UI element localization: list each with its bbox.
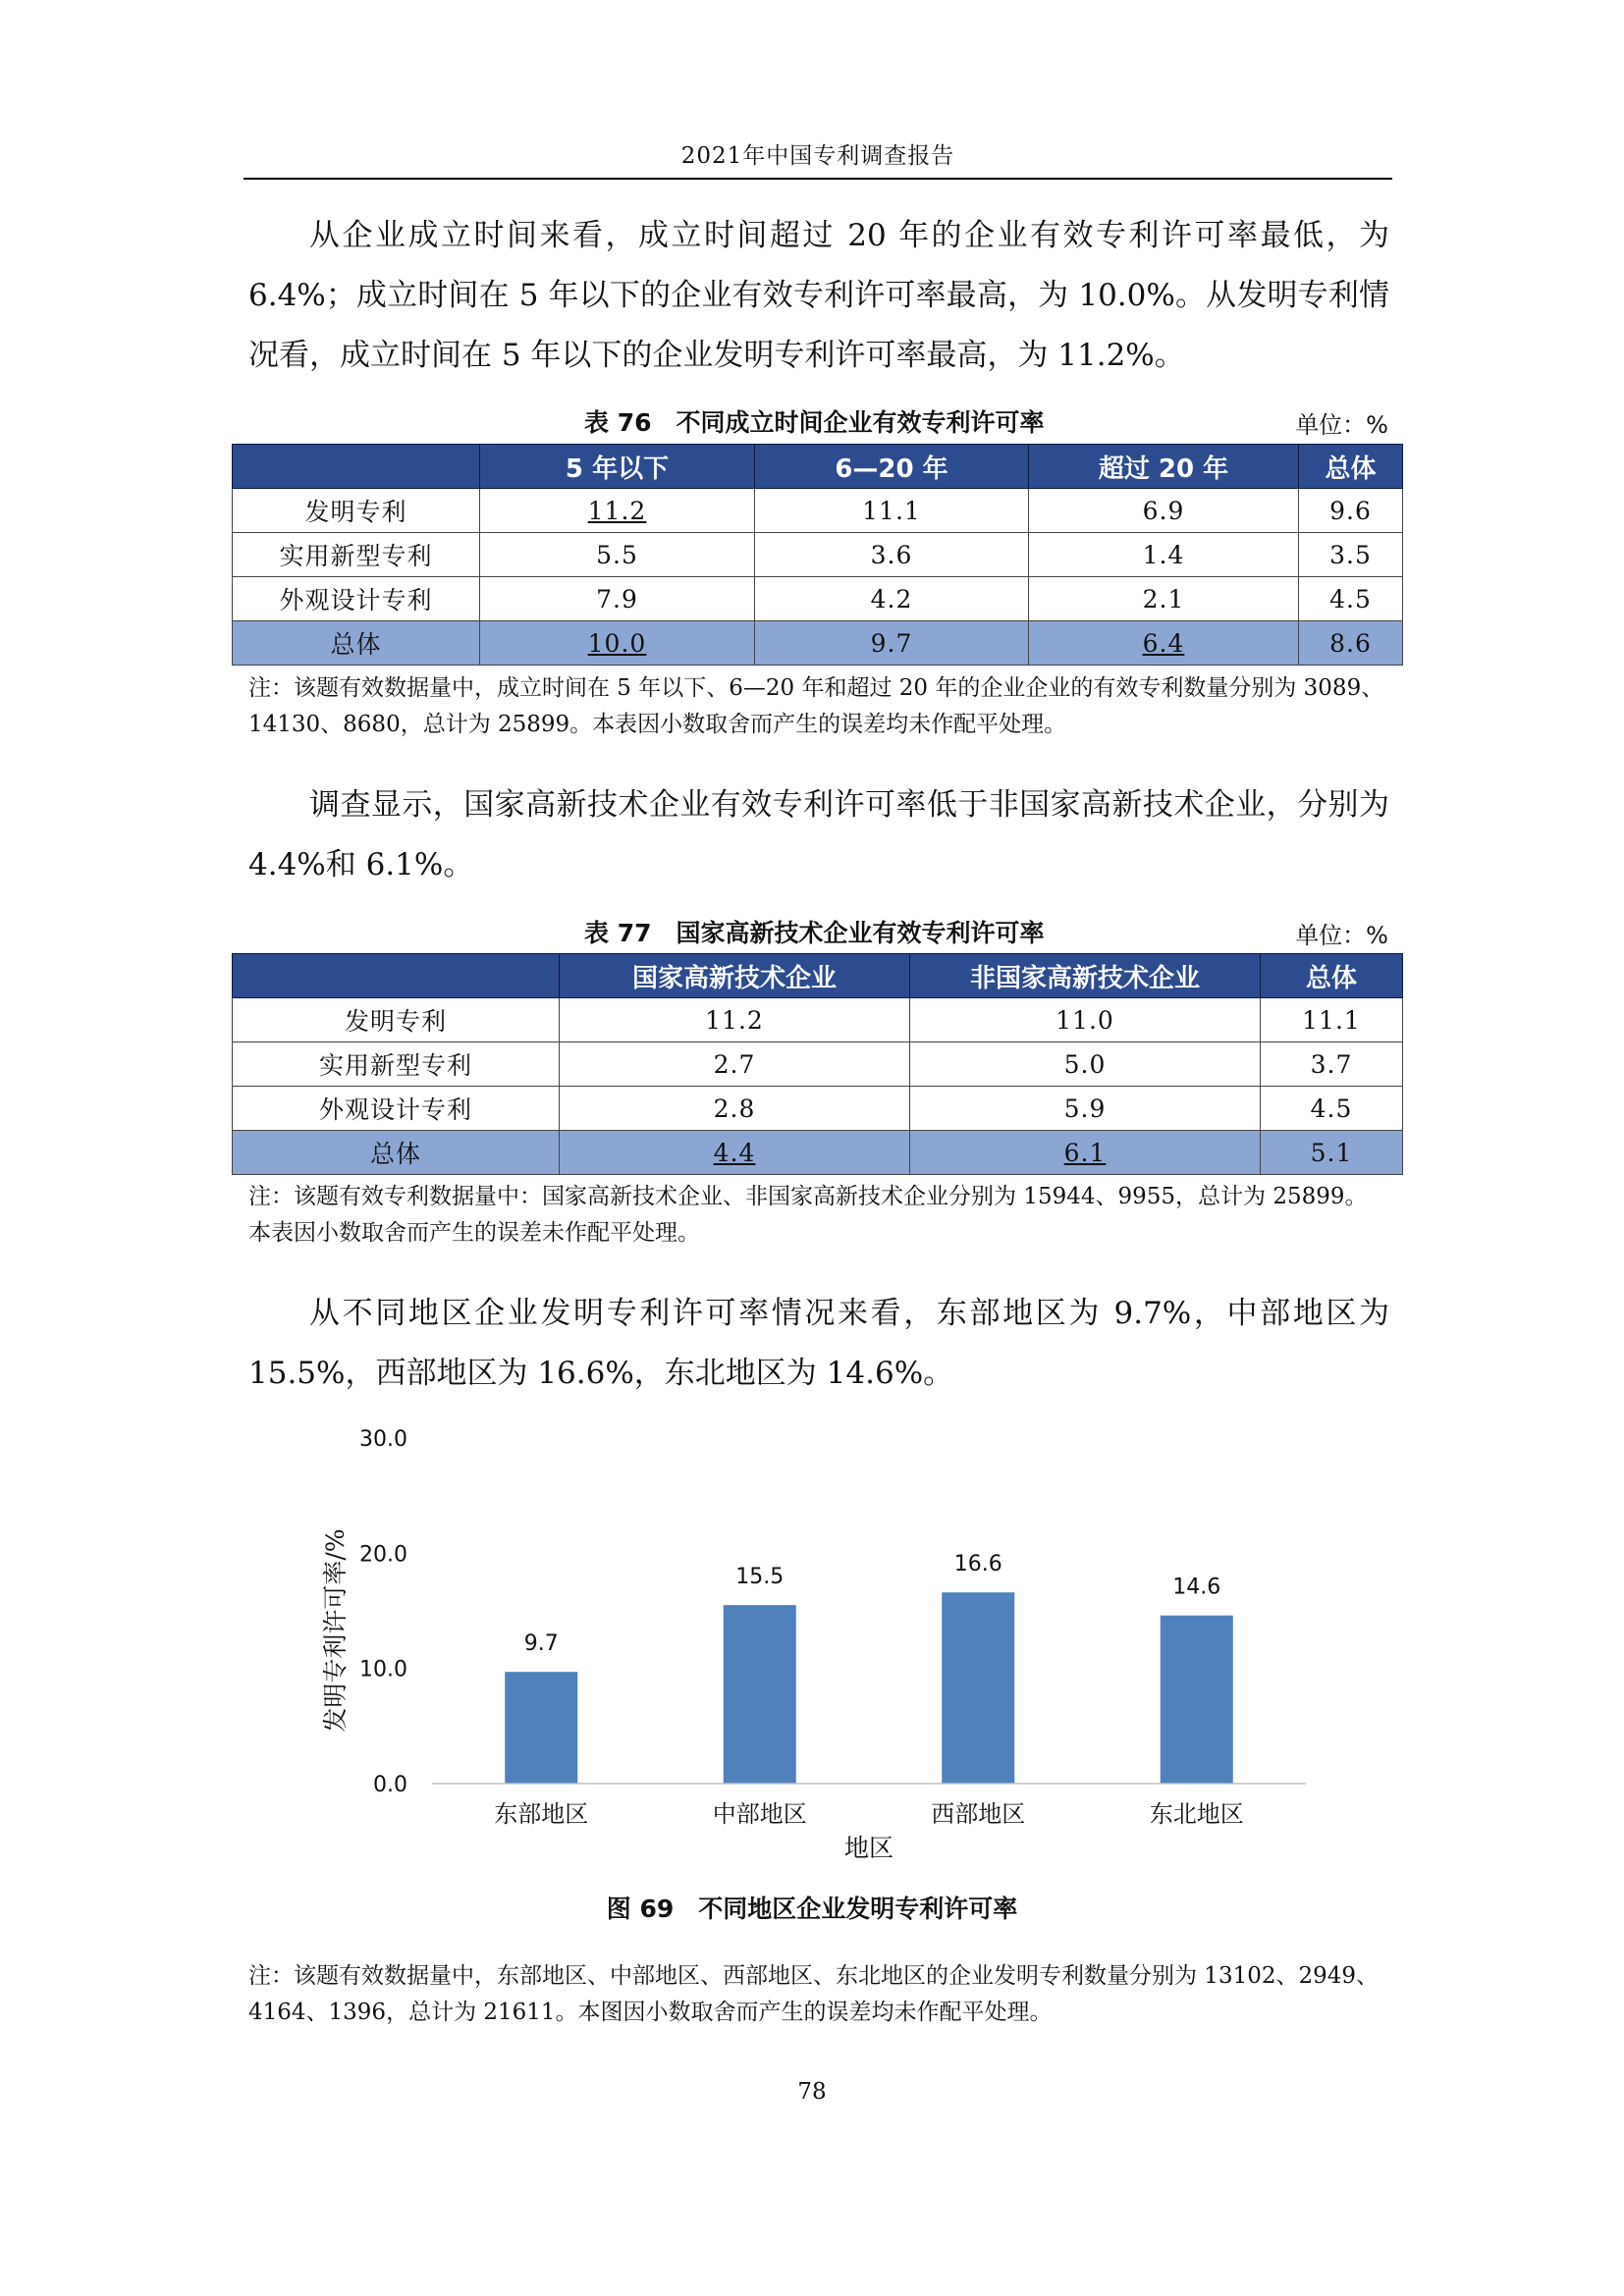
y-tick-label: 10.0 xyxy=(359,1657,407,1682)
table-cell: 4.5 xyxy=(1261,1087,1403,1131)
bar xyxy=(942,1592,1014,1784)
table-cell: 8.6 xyxy=(1299,621,1403,666)
bar-value-label: 9.7 xyxy=(523,1631,559,1657)
table-76 xyxy=(232,444,1403,666)
table-cell: 6.4 xyxy=(1029,621,1299,666)
table-cell: 3.7 xyxy=(1261,1042,1403,1087)
table-row xyxy=(233,533,1403,577)
table-cell: 3.5 xyxy=(1299,533,1403,577)
table-77-note: 注：该题有效专利数据量中：国家高新技术企业、非国家高新技术企业分别为 15944、9955，总计为 25899。本表因小数取舍而产生的误差未作配平处理。 xyxy=(248,1184,1368,1246)
figure-69-caption: 图 69 不同地区企业发明专利许可率 xyxy=(606,1895,1018,1923)
paragraph-establishment-time: 从企业成立时间来看，成立时间超过 20 年的企业有效专利许可率最低，为 6.4%；成立时间在 5 年以下的企业有效专利许可率最高，为 10.0%。从发明专利情况看，成立时间在 5 年以下的企业发明专利许可率最高，为 11.2%。 xyxy=(248,218,1389,373)
table-cell: 10.0 xyxy=(480,621,755,666)
table-cell: 11.2 xyxy=(480,489,755,533)
paragraph-region: 从不同地区企业发明专利许可率情况来看，东部地区为 9.7%，中部地区为 15.5%，西部地区为 16.6%，东北地区为 14.6%。 xyxy=(248,1296,1389,1391)
table-cell: 5.0 xyxy=(910,1042,1261,1087)
table-row xyxy=(233,577,1403,621)
row-label: 实用新型专利 xyxy=(233,1042,560,1087)
table-cell: 9.7 xyxy=(755,621,1029,666)
table-cell: 9.6 xyxy=(1299,489,1403,533)
table-cell: 2.7 xyxy=(560,1042,910,1087)
table-76-unit: 单位：% xyxy=(1295,411,1388,439)
row-label: 外观设计专利 xyxy=(233,577,480,621)
table-header-cell: 国家高新技术企业 xyxy=(560,954,910,998)
header-rule xyxy=(244,178,1392,180)
table-header-cell: 非国家高新技术企业 xyxy=(910,954,1261,998)
row-label: 总体 xyxy=(233,1131,560,1175)
table-cell: 5.9 xyxy=(910,1087,1261,1131)
table-cell: 7.9 xyxy=(480,577,755,621)
table-header-cell xyxy=(233,445,480,489)
table-cell: 11.0 xyxy=(910,998,1261,1042)
bar xyxy=(1161,1616,1233,1784)
y-axis-title: 发明专利许可率/% xyxy=(321,1528,350,1733)
x-category-label: 东部地区 xyxy=(494,1800,589,1828)
table-cell: 1.4 xyxy=(1029,533,1299,577)
table-header-row xyxy=(233,445,1403,489)
y-tick-label: 20.0 xyxy=(359,1542,407,1568)
paragraph-high-tech: 调查显示，国家高新技术企业有效专利许可率低于非国家高新技术企业，分别为 4.4%和 6.1%。 xyxy=(248,787,1389,882)
table-cell: 3.6 xyxy=(755,533,1029,577)
region-invention-patent-chart xyxy=(295,1399,1335,1880)
table-header-cell xyxy=(233,954,560,998)
x-category-label: 西部地区 xyxy=(931,1800,1026,1828)
table-cell: 4.2 xyxy=(755,577,1029,621)
table-cell: 2.1 xyxy=(1029,577,1299,621)
x-category-label: 东北地区 xyxy=(1149,1800,1244,1828)
table-total-row xyxy=(233,1131,1403,1175)
table-header-cell: 超过 20 年 xyxy=(1029,445,1299,489)
table-76-caption: 表 76 不同成立时间企业有效专利许可率 xyxy=(584,408,1045,437)
table-77-unit: 单位：% xyxy=(1295,922,1388,949)
table-76-note: 注：该题有效数据量中，成立时间在 5 年以下、6—20 年和超过 20 年的企业企业的有效专利数量分别为 3089、14130、8680，总计为 25899。本表因小数取舍而产生的误差均未作配平处理。 xyxy=(248,675,1384,737)
bar xyxy=(505,1672,577,1784)
table-cell: 5.5 xyxy=(480,533,755,577)
bar xyxy=(724,1605,796,1784)
table-cell: 11.2 xyxy=(560,998,910,1042)
table-header-row xyxy=(233,954,1403,998)
table-cell: 5.1 xyxy=(1261,1131,1403,1175)
table-header-cell: 5 年以下 xyxy=(480,445,755,489)
table-cell: 2.8 xyxy=(560,1087,910,1131)
table-header-cell: 总体 xyxy=(1299,445,1403,489)
row-label: 外观设计专利 xyxy=(233,1087,560,1131)
y-tick-label: 0.0 xyxy=(373,1773,407,1797)
row-label: 实用新型专利 xyxy=(233,533,480,577)
table-cell: 4.5 xyxy=(1299,577,1403,621)
table-cell: 11.1 xyxy=(755,489,1029,533)
table-cell: 6.1 xyxy=(910,1131,1261,1175)
table-cell: 4.4 xyxy=(560,1131,910,1175)
table-row xyxy=(233,1042,1403,1087)
row-label: 总体 xyxy=(233,621,480,666)
x-category-label: 中部地区 xyxy=(712,1800,807,1828)
row-label: 发明专利 xyxy=(233,998,560,1042)
bar-value-label: 14.6 xyxy=(1172,1575,1221,1600)
x-axis-title: 地区 xyxy=(843,1834,894,1862)
row-label: 发明专利 xyxy=(233,489,480,533)
table-cell: 11.1 xyxy=(1261,998,1403,1042)
table-header-cell: 总体 xyxy=(1261,954,1403,998)
y-tick-label: 30.0 xyxy=(359,1427,407,1452)
table-header-cell: 6—20 年 xyxy=(755,445,1029,489)
page-number: 78 xyxy=(797,2079,827,2105)
bar-value-label: 16.6 xyxy=(953,1552,1002,1577)
table-total-row xyxy=(233,621,1403,666)
table-row xyxy=(233,1087,1403,1131)
running-header: 2021年中国专利调查报告 xyxy=(680,143,955,169)
table-row xyxy=(233,998,1403,1042)
figure-69-note: 注：该题有效数据量中，东部地区、中部地区、西部地区、东北地区的企业发明专利数量分别为 13102、2949、4164、1396，总计为 21611。本图因小数取舍而产生的误差均未作配平处理。 xyxy=(248,1963,1380,2025)
table-77 xyxy=(232,953,1403,1175)
bar-value-label: 15.5 xyxy=(735,1565,785,1590)
table-77-caption: 表 77 国家高新技术企业有效专利许可率 xyxy=(584,919,1045,947)
table-cell: 6.9 xyxy=(1029,489,1299,533)
table-row xyxy=(233,489,1403,533)
